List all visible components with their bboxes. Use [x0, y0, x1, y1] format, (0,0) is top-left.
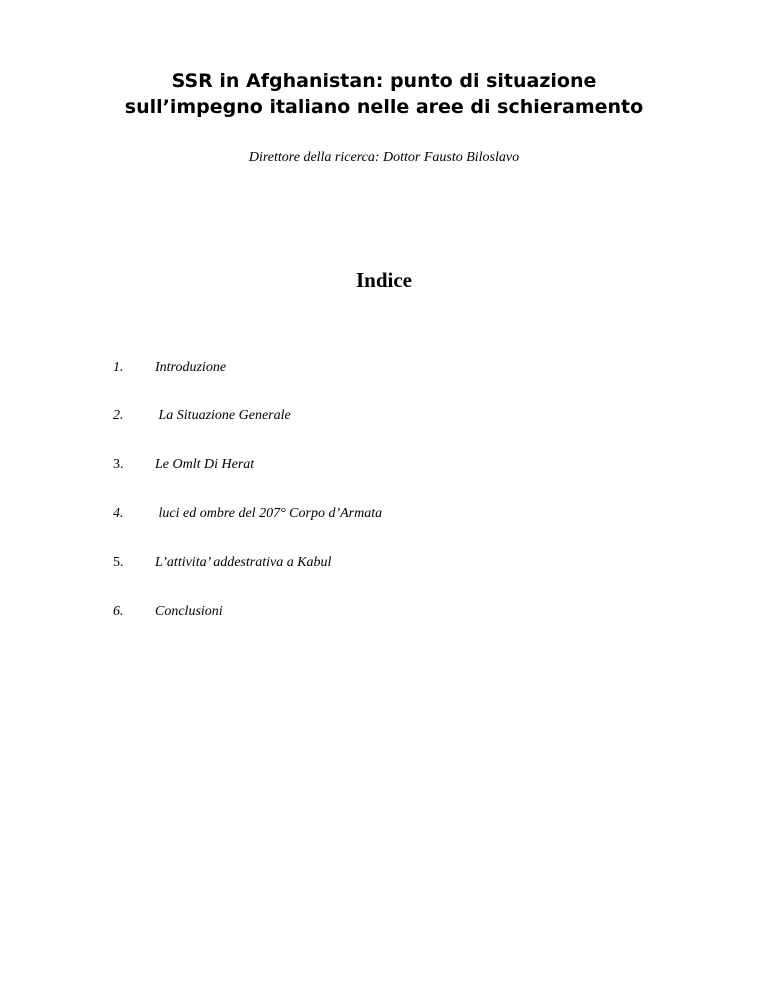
index-heading: Indice: [355, 268, 412, 292]
toc-item-5: [113, 553, 613, 573]
toc-label: Le Omlt Di Herat: [155, 457, 255, 472]
toc-label: Introduzione: [155, 360, 227, 375]
document-title-line-1: SSR in Afghanistan: punto di situazione: [171, 70, 597, 92]
toc-number: 5.: [113, 555, 124, 570]
toc-label: luci ed ombre del 207° Corpo d’Armata: [155, 506, 383, 521]
toc-item-1: [113, 358, 613, 378]
toc-item-2: [113, 406, 613, 426]
toc-number: 4.: [113, 506, 124, 521]
toc-item-6: [113, 602, 613, 622]
toc-number: 3.: [113, 457, 124, 472]
toc-label: L’attivita’ addestrativa a Kabul: [155, 555, 332, 570]
research-director-line: Direttore della ricerca: Dottor Fausto Biloslavo: [248, 150, 520, 165]
document-title-line-2: sull’impegno italiano nelle aree di schieramento: [124, 96, 644, 118]
toc-number: 2.: [113, 408, 124, 423]
toc-label: Conclusioni: [155, 604, 223, 619]
toc-number: 6.: [113, 604, 124, 619]
toc-item-3: [113, 455, 613, 475]
toc-label: La Situazione Generale: [155, 408, 291, 423]
toc-item-4: [113, 504, 613, 524]
toc-number: 1.: [113, 360, 124, 375]
